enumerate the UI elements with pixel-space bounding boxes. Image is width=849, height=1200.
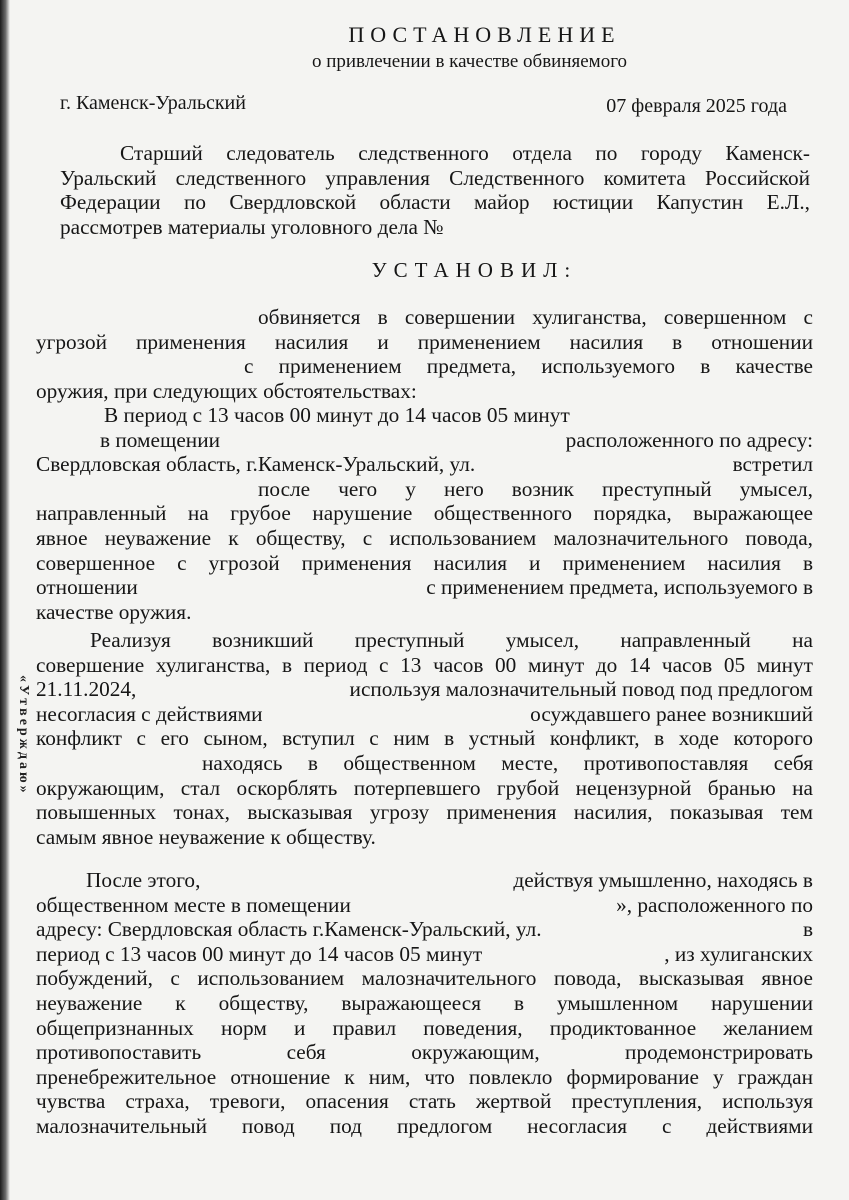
- text-line: находясь в общественном месте, противопоставляя себя: [202, 750, 813, 775]
- text-line: [36, 702, 813, 727]
- text-line: противопоставить себя окружающим, продемонстрировать: [36, 1040, 813, 1065]
- text-line: Федерации по Свердловской области майор юстиции Капустин Е.Л.,: [60, 190, 810, 215]
- section-heading: УСТАНОВИЛ:: [371, 258, 578, 282]
- text-line: [36, 575, 813, 600]
- text-line: малозначительный повод под предлогом несогласия с действиями: [36, 1113, 813, 1138]
- text-line: Реализуя возникший преступный умысел, направленный на: [90, 628, 813, 652]
- text-line: рассмотрев материалы уголовного дела №: [60, 214, 444, 239]
- text-line: самым явное неуважение к обществу.: [36, 824, 376, 849]
- text-line: повышенных тонах, высказывая угрозу применения насилия, показывая тем: [36, 800, 813, 825]
- text-line: [36, 677, 813, 702]
- text-fragment: », расположенного по: [616, 892, 813, 917]
- text-fragment: период с 13 часов 00 минут до 14 часов 05 минут: [36, 941, 483, 966]
- text-line: чувства страха, тревоги, опасения стать жертвой преступления, используя: [36, 1089, 813, 1114]
- text-line: с применением предмета, используемого в качестве: [244, 354, 813, 379]
- text-line: В период с 13 часов 00 минут до 14 часов 05 минут: [104, 403, 570, 427]
- circumstances-paragraph: [36, 403, 813, 624]
- text-line: [36, 917, 813, 942]
- text-fragment: в: [802, 917, 813, 942]
- document-date: 07 февраля 2025 года: [606, 95, 787, 117]
- text-line: угрозой применения насилия и применением насилия в отношении: [36, 329, 813, 354]
- text-line: конфликт с его сыном, вступил с ним в устный конфликт, в ходе которого: [36, 726, 813, 751]
- realization-paragraph: [36, 628, 813, 849]
- text-line: Уральский следственного управления Следственного комитета Российской: [60, 165, 810, 190]
- text-line: совершение хулиганства, в период с 13 часов 00 минут до 14 часов 05 минут: [36, 652, 813, 677]
- text-line: после чего у него возник преступный умысел,: [258, 476, 813, 501]
- charge-paragraph: [36, 305, 813, 403]
- text-fragment: После этого,: [86, 868, 201, 892]
- text-line: [36, 942, 813, 967]
- text-fragment: общественном месте в помещении: [36, 892, 351, 917]
- text-fragment: с применением предмета, используемого в: [426, 575, 813, 600]
- text-line: обвиняется в совершении хулиганства, совершенном с: [258, 305, 813, 329]
- text-fragment: действуя умышленно, находясь в: [513, 868, 813, 892]
- text-line: качестве оружия.: [36, 599, 192, 624]
- text-fragment: используя малозначительный повод под предлогом: [349, 677, 813, 702]
- text-fragment: , из хулиганских: [664, 941, 813, 966]
- scan-edge: [0, 0, 10, 1200]
- text-fragment: 21.11.2024,: [36, 677, 137, 702]
- text-line: направленный на грубое нарушение общественного порядка, выражающее: [36, 501, 813, 526]
- intro-paragraph: [60, 141, 810, 239]
- margin-stamp: «Утверждаю»: [16, 675, 31, 796]
- document-city: г. Каменск-Уральский: [60, 92, 246, 114]
- text-line: совершенное с угрозой применения насилия и применением насилия в: [36, 550, 813, 575]
- text-line: [36, 452, 813, 477]
- text-fragment: в помещении: [100, 427, 220, 452]
- text-line: побуждений, с использованием малозначительного повода, высказывая явное: [36, 966, 813, 991]
- text-fragment: несогласия с действиями: [36, 701, 263, 726]
- text-fragment: Свердловская область, г.Каменск-Уральский, ул.: [36, 452, 476, 477]
- text-fragment: отношении: [36, 575, 138, 600]
- document-title: ПОСТАНОВЛЕНИЕ: [348, 22, 621, 47]
- text-fragment: встретил: [732, 452, 813, 477]
- text-line: пренебрежительное отношение к ним, что повлекло формирование у граждан: [36, 1064, 813, 1089]
- text-line: явное неуважение к обществу, с использованием малозначительного повода,: [36, 525, 813, 550]
- text-line: Старший следователь следственного отдела по городу Каменск-: [120, 141, 810, 165]
- text-fragment: осуждавшего ранее возникший: [530, 701, 813, 726]
- text-fragment: адресу: Свердловская область г.Каменск-Уральский, ул.: [36, 917, 542, 942]
- text-line: окружающим, стал оскорблять потерпевшего грубой нецензурной бранью на: [36, 775, 813, 800]
- document-subtitle: о привлечении в качестве обвиняемого: [311, 51, 628, 72]
- hooliganism-paragraph: [36, 868, 813, 1139]
- text-line: неуважение к обществу, выражающееся в умышленном нарушении: [36, 990, 813, 1015]
- text-line: общепризнанных норм и правил поведения, продиктованное желанием: [36, 1015, 813, 1040]
- text-line: [36, 868, 813, 893]
- text-line: [36, 428, 813, 453]
- text-line: оружия, при следующих обстоятельствах:: [36, 378, 417, 403]
- text-fragment: расположенного по адресу:: [565, 427, 813, 452]
- text-line: [36, 893, 813, 918]
